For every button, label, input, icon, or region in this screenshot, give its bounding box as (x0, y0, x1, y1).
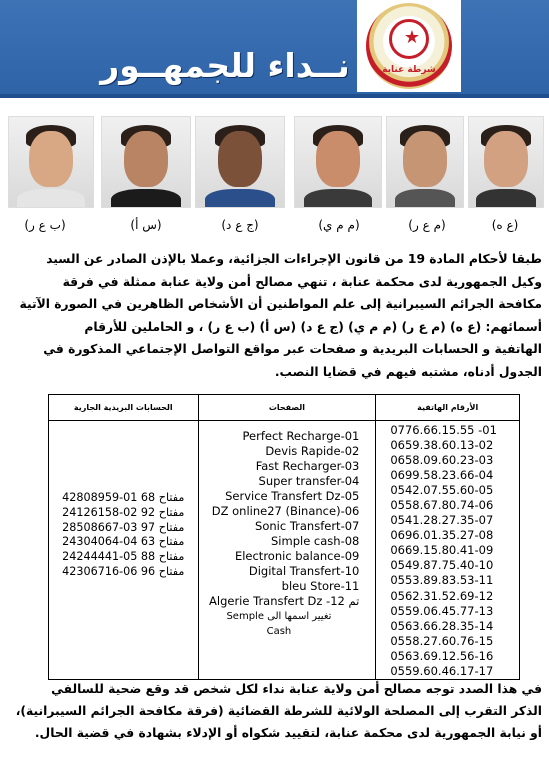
phone-number: 0658.09.60.23-03 (390, 453, 494, 468)
shirt-shape (395, 189, 456, 208)
intro-line: الجدول أدناه، مشتبه فيهم في قضايا النصب. (274, 364, 542, 379)
logo-caption: شرطة عنابة (382, 65, 436, 75)
title-band-underline (0, 94, 549, 98)
face-shape (29, 131, 73, 187)
social-page: Sonic Transfert-07 (255, 519, 360, 533)
suspect-photos (8, 116, 544, 208)
phone-number: 0562.31.52.69-12 (390, 588, 494, 603)
face-shape (218, 131, 262, 187)
intro-line: وكيل الجمهورية لدى محكمة عنابة ، تنهي مصالح أمن ولاية عنابة ممثلة في فرقة (62, 274, 542, 289)
shirt-shape (111, 189, 181, 208)
suspect-photo-1 (468, 116, 544, 208)
suspect-photo-2 (386, 116, 464, 208)
intro-paragraph (12, 248, 542, 383)
face-shape (316, 131, 360, 187)
header-phones: الأرقام الهاتفية (376, 395, 520, 421)
suspect-initials: (م م ي) (318, 218, 360, 232)
phone-number: 0563.66.28.35-14 (390, 618, 494, 633)
suspect-initials: (ب ع ر) (24, 218, 66, 232)
suspect-photo-3 (294, 116, 382, 208)
social-page: Fast Recharger-03 (255, 459, 360, 473)
intro-line: طبقا لأحكام المادة 19 من قانون الإجراءات الجزائية، وعملا بالإذن الصادر عن السيد (46, 252, 542, 266)
phone-number: 0699.58.23.66-04 (390, 468, 494, 483)
social-page: Devis Rapide-02 (265, 444, 360, 458)
shirt-shape (476, 189, 535, 208)
postal-account: 42808959-01 مفتاح 68 (62, 491, 185, 504)
social-page: bleu Store-11 (281, 579, 360, 593)
pages-cell (198, 421, 376, 680)
phone-number: 0659.38.60.13-02 (390, 438, 494, 453)
social-page: Electronic balance-09 (234, 549, 360, 563)
social-page: Super transfer-04 (258, 474, 360, 488)
face-shape (403, 131, 447, 187)
phone-number: 0776.66.15.55 -01 (390, 423, 497, 437)
suspect-initials: (ج ع د) (221, 218, 259, 232)
table-header-row (49, 395, 520, 421)
phone-number: 0558.27.60.76-15 (390, 633, 494, 648)
face-shape (124, 131, 168, 187)
page-title: نــداء للجمهــور (100, 46, 350, 85)
header-pages: الصفحات (198, 395, 376, 421)
phone-number: 0696.01.35.27-08 (390, 528, 494, 543)
face-shape (484, 131, 528, 187)
social-page-note: تغيير اسمها الى Semple (226, 611, 332, 622)
phone-number: 0542.07.55.60-05 (390, 483, 494, 498)
outro-line: أو نيابة الجمهورية لدى محكمة عنابة، لتقييد شكواه أو الإدلاء بشهادة في قضية الحال. (34, 726, 542, 740)
social-page: Simple cash-08 (271, 534, 360, 548)
phones-cell (376, 421, 520, 680)
phone-number: 0549.87.75.40-10 (390, 558, 494, 573)
phone-number: 0559.60.46.17-17 (390, 663, 494, 678)
outro-line: الذكر التقرب إلى المصلحة الولائية للشرطة القضائية (فرقة مكافحة الجرائم السيبرانية)، (15, 704, 542, 718)
suspect-initials: (م ع ر) (408, 218, 446, 232)
phone-number: 0558.67.80.74-06 (390, 498, 494, 513)
social-page-note: Cash (266, 626, 292, 637)
accounts-table (48, 394, 520, 680)
shirt-shape (17, 189, 84, 208)
postal-account: 42306716-06 مفتاح 96 (62, 564, 185, 578)
phone-number: 0559.06.45.77-13 (390, 603, 494, 618)
outro-paragraph (12, 678, 542, 744)
suspect-photo-6 (8, 116, 94, 208)
shirt-shape (205, 189, 275, 208)
suspect-labels (8, 218, 544, 238)
phone-number: 0553.89.83.53-11 (390, 573, 494, 588)
phone-number: 0669.15.80.41-09 (390, 543, 494, 558)
social-page: DZ online27 (Binance)-06 (211, 504, 360, 518)
phone-number: 0541.28.27.35-07 (390, 513, 494, 528)
social-page: Perfect Recharge-01 (242, 429, 360, 443)
intro-line: الهاتفية و الحسابات البريدية و صفحات عبر مواقع التواصل الإجتماعي المذكورة في (43, 342, 542, 356)
postal-account: 24304064-04 مفتاح 63 (62, 535, 185, 549)
social-page: Service Transfert Dz-05 (225, 489, 360, 503)
outro-line: في هذا الصدد توجه مصالح أمن ولاية عنابة نداء لكل شخص قد وقع ضحية للسالفي (51, 682, 542, 696)
star-icon: ★ (403, 27, 421, 48)
emblem-inner-ring (389, 19, 429, 59)
police-emblem-icon (366, 3, 452, 89)
suspect-photo-4 (195, 116, 285, 208)
header (0, 0, 549, 100)
social-page: Algerie Transfert Dz -12 تم (209, 594, 360, 608)
emails-cell (49, 421, 199, 680)
police-logo (357, 0, 461, 92)
intro-line: أسمائهم: (ع ه) (م ع ر) (م م ي) (ج ع د) (س أ) (ب ع ر) ، و الحاملين للأرقام (84, 319, 542, 334)
suspect-photo-5 (101, 116, 191, 208)
table-row (49, 421, 520, 680)
postal-account: 24126158-02 مفتاح 92 (62, 505, 185, 519)
shirt-shape (304, 189, 373, 208)
intro-line: مكافحة الجرائم السيبرانية إلى علم المواطنين أن الأشخاص الظاهرين في الصورة الآتية (19, 297, 542, 311)
header-emails: الحسابات البريدية الجارية (49, 395, 199, 421)
social-page: Digital Transfert-10 (248, 564, 360, 578)
phone-number: 0563.69.12.56-16 (390, 648, 494, 663)
postal-account: 28508667-03 مفتاح 97 (62, 520, 185, 534)
postal-account: 24244441-05 مفتاح 88 (62, 550, 185, 564)
suspect-initials: (ع ه) (491, 218, 519, 232)
suspect-initials: (س أ) (130, 218, 162, 232)
